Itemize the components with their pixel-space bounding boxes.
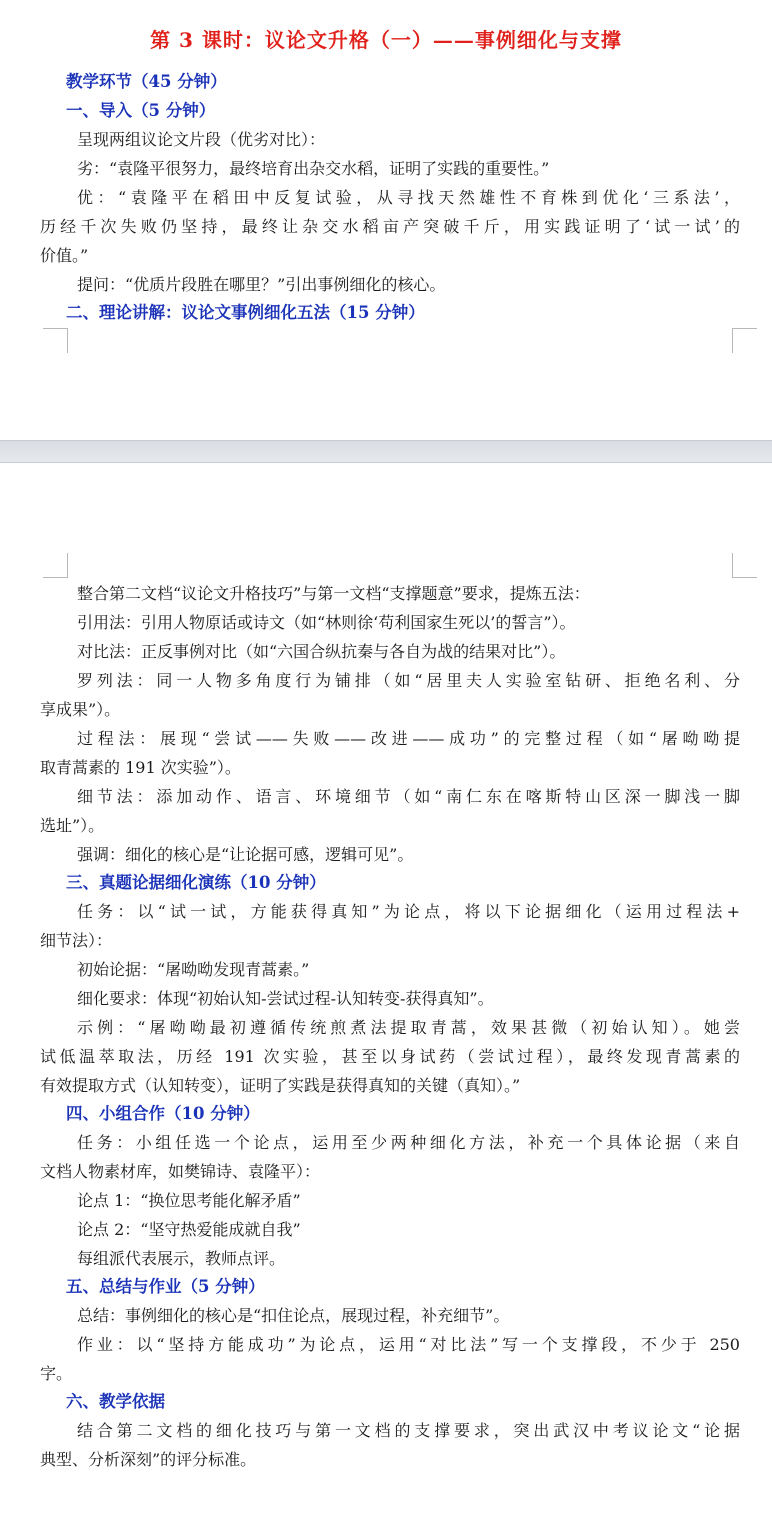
paragraph-line: 任务：小组任选一个论点，运用至少两种细化方法，补充一个具体论据（来自 (77, 1133, 740, 1152)
paragraph-line: 有效提取方式（认知转变），证明了实践是获得真知的关键（真知）。” (40, 1076, 521, 1095)
paragraph-line: 总结：事例细化的核心是“扣住论点，展现过程，补充细节”。 (77, 1306, 510, 1325)
paragraph-line: 每组派代表展示，教师点评。 (77, 1249, 286, 1268)
page-margin-corner-mark (43, 553, 68, 578)
section-heading-basis: 六、教学依据 (66, 1392, 165, 1411)
paragraph-line: 示例：“屠呦呦最初遵循传统煎煮法提取青蒿，效果甚微（初始认知）。她尝 (77, 1018, 740, 1037)
paragraph-line: 结合第二文档的细化技巧与第一文档的支撑要求，突出武汉中考议论文“论据 (77, 1421, 740, 1440)
paragraph-line: 历经千次失败仍坚持，最终让杂交水稻亩产突破千斤，用实践证明了‘试一试’的 (40, 217, 740, 236)
paragraph-line: 劣：“袁隆平很努力，最终培育出杂交水稻，证明了实践的重要性。” (77, 159, 550, 178)
section-heading-group-work: 四、小组合作（10 分钟） (66, 1104, 260, 1123)
section-heading-practice: 三、真题论据细化演练（10 分钟） (66, 873, 326, 892)
paragraph-line: 细化要求：体现“初始认知-尝试过程-认知转变-获得真知”。 (77, 989, 494, 1008)
section-heading-intro: 一、导入（5 分钟） (66, 101, 216, 120)
paragraph-line: 过程法：展现“尝试——失败——改进——成功”的完整过程（如“屠呦呦提 (77, 729, 740, 748)
paragraph-line: 论点 1：“换位思考能化解矛盾” (77, 1191, 301, 1210)
paragraph-line: 典型、分析深刻”的评分标准。 (40, 1450, 257, 1469)
paragraph-line: 享成果”）。 (40, 700, 121, 719)
paragraph-line: 试低温萃取法，历经 191 次实验，甚至以身试药（尝试过程），最终发现青蒿素的 (40, 1047, 740, 1066)
document-title: 第 3 课时：议论文升格（一）——事例细化与支撑 (150, 28, 622, 52)
paragraph-line: 罗列法：同一人物多角度行为铺排（如“居里夫人实验室钻研、拒绝名利、分 (77, 671, 740, 690)
paragraph-line: 字。 (40, 1364, 73, 1383)
paragraph-line: 优：“袁隆平在稻田中反复试验，从寻找天然雄性不育株到优化‘三系法’， (77, 188, 740, 207)
document-page-1 (0, 0, 772, 440)
paragraph-line: 任务：以“试一试，方能获得真知”为论点，将以下论据细化（运用过程法+ (77, 902, 740, 921)
section-heading-summary: 五、总结与作业（5 分钟） (66, 1277, 265, 1296)
section-heading-theory: 二、理论讲解：议论文事例细化五法（15 分钟） (66, 303, 425, 322)
page-margin-corner-mark (732, 328, 757, 353)
paragraph-line: 细节法：添加动作、语言、环境细节（如“南仁东在喀斯特山区深一脚浅一脚 (77, 787, 740, 806)
paragraph-line: 初始论据：“屠呦呦发现青蒿素。” (77, 960, 310, 979)
paragraph-line: 呈现两组议论文片段（优劣对比）： (77, 130, 326, 149)
page-margin-corner-mark (43, 328, 68, 353)
paragraph-line: 取青蒿素的 191 次实验”）。 (40, 758, 241, 777)
intro-heading: 教学环节（45 分钟） (66, 72, 227, 91)
page-margin-corner-mark (732, 553, 757, 578)
paragraph-line: 提问：“优质片段胜在哪里？”引出事例细化的核心。 (77, 275, 446, 294)
paragraph-line: 细节法）： (40, 931, 113, 950)
paragraph-line: 选址”）。 (40, 816, 105, 835)
paragraph-line: 整合第二文档“议论文升格技巧”与第一文档“支撑题意”要求，提炼五法： (77, 584, 590, 603)
paragraph-line: 文档人物素材库，如樊锦诗、袁隆平）： (40, 1162, 321, 1181)
paragraph-line: 引用法：引用人物原话或诗文（如“林则徐‘苟利国家生死以’的誓言”）。 (77, 613, 576, 632)
paragraph-line: 论点 2：“坚守热爱能成就自我” (77, 1220, 301, 1239)
paragraph-line: 价值。” (40, 246, 89, 265)
paragraph-line: 强调：细化的核心是“让论据可感，逻辑可见”。 (77, 845, 414, 864)
paragraph-line: 作业：以“坚持方能成功”为论点，运用“对比法”写一个支撑段，不少于 250 (77, 1335, 740, 1354)
page-separator (0, 440, 772, 463)
paragraph-line: 对比法：正反事例对比（如“六国合纵抗秦与各自为战的结果对比”）。 (77, 642, 566, 661)
